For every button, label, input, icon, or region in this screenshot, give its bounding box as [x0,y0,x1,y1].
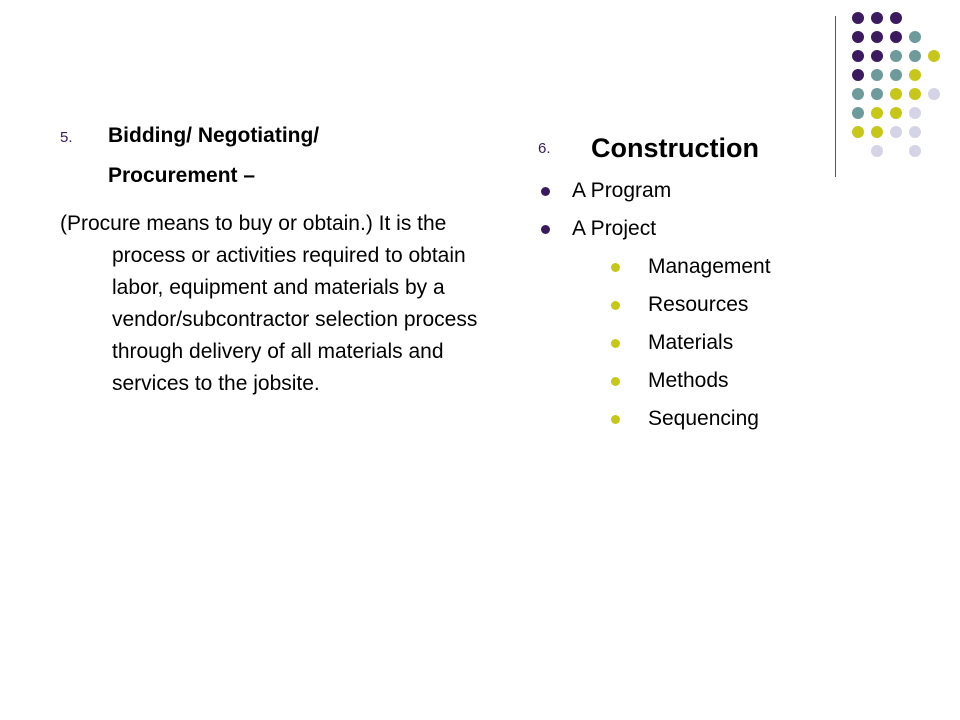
dot-shape [890,31,902,43]
item-6-title: Construction [591,133,759,163]
bullet-dot-icon [541,225,550,234]
bullet-item [538,400,828,438]
bullet-label: Materials [648,331,734,354]
dot-shape [909,69,921,81]
dot-shape [871,88,883,100]
item-5-title-line2: Procurement – [108,164,256,187]
dot-shape [909,88,921,100]
dot-shape [871,31,883,43]
right-column [538,133,828,438]
dot-shape [852,12,864,24]
bullet-dot-icon [611,263,620,272]
left-column [60,116,510,421]
item-6-heading [538,133,828,164]
bullet-item [538,286,828,324]
dot-shape [890,88,902,100]
bullet-label: Management [648,255,771,278]
dot-shape [852,50,864,62]
bullet-item [538,324,828,362]
vertical-divider [835,16,836,177]
dot-shape [852,31,864,43]
bullet-dot-icon [541,187,550,196]
item-5-body: (Procure means to buy or obtain.) It is the process or activities required to obtain labor, equipment and materials by a vendor/subcontractor selection process through delivery of all materials and services to the jobsite. [60,212,478,395]
dot-shape [909,145,921,157]
bullet-label: Resources [648,293,749,316]
item-5-title-line1: Bidding/ Negotiating/ [108,124,320,147]
dot-shape [909,107,921,119]
dot-shape [871,12,883,24]
dot-shape [871,50,883,62]
dot-shape [928,50,940,62]
dot-shape [852,107,864,119]
dot-shape [871,145,883,157]
item-5-title [108,116,319,196]
dot-shape [871,69,883,81]
dot-shape [890,107,902,119]
item-6-number: 6. [538,140,551,157]
bullet-item [538,362,828,400]
dot-shape [909,31,921,43]
bullet-label: A Program [572,179,672,202]
item-5-heading [60,116,510,196]
bullet-dot-icon [611,339,620,348]
dot-shape [871,107,883,119]
dot-shape [852,88,864,100]
dot-shape [852,126,864,138]
dot-shape [871,126,883,138]
item-5-number: 5. [60,129,73,146]
bullet-item [538,172,828,210]
bullet-label: Sequencing [648,407,759,430]
dot-shape [890,69,902,81]
bullet-label: A Project [572,217,657,240]
dot-shape [909,50,921,62]
dot-shape [909,126,921,138]
bullet-list [538,172,828,438]
dot-shape [890,50,902,62]
decorative-dot-grid [852,12,952,162]
bullet-dot-icon [611,377,620,386]
dot-shape [890,12,902,24]
dot-shape [890,126,902,138]
dot-shape [928,88,940,100]
bullet-dot-icon [611,301,620,310]
bullet-dot-icon [611,415,620,424]
bullet-label: Methods [648,369,729,392]
bullet-item [538,248,828,286]
bullet-item [538,210,828,248]
dot-shape [852,69,864,81]
